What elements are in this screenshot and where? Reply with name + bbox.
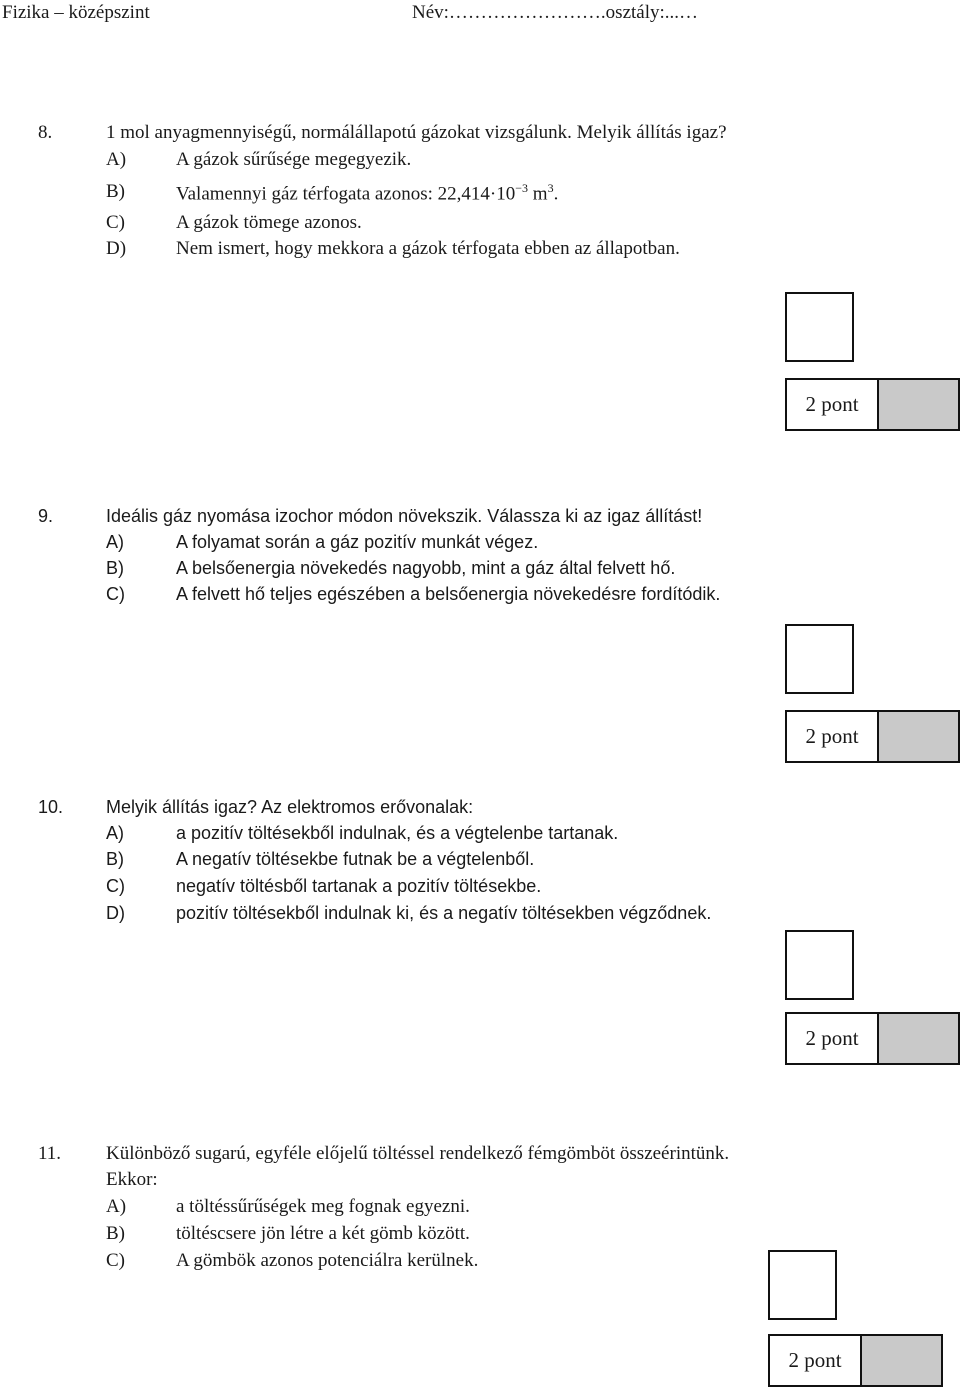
option-text: A negatív töltésekbe futnak be a végtelenből. [176, 849, 535, 869]
option-text: pozitív töltésekből indulnak ki, és a negatív töltésekben végződnek. [176, 903, 712, 923]
option-text: negatív töltésből tartanak a pozitív töltésekbe. [176, 876, 542, 896]
option-text: a pozitív töltésekből indulnak, és a végtelenbe tartanak. [176, 823, 619, 843]
score-input-cell[interactable] [879, 380, 958, 429]
score-label: 2 pont [787, 712, 879, 761]
question-text: Ideális gáz nyomása izochor módon növekszik. Válassza ki az igaz állítást! [106, 506, 703, 526]
question-number: 8. [38, 122, 53, 143]
option-letter: C) [106, 876, 125, 896]
score-label: 2 pont [787, 380, 879, 429]
option-letter: C) [106, 584, 125, 604]
option-text: a töltéssűrűségek meg fognak egyezni. [176, 1196, 470, 1217]
question-number: 11. [38, 1143, 62, 1164]
score-label: 2 pont [770, 1336, 862, 1385]
option-letter: C) [106, 212, 125, 233]
option-text: A belsőenergia növekedés nagyobb, mint a gáz által felvett hő. [176, 558, 676, 578]
question-number: 9. [38, 506, 54, 526]
question-text-continued: Ekkor: [106, 1169, 158, 1190]
option-text: A gázok tömege azonos. [176, 212, 362, 233]
option-text: A gömbök azonos potenciálra kerülnek. [176, 1250, 479, 1271]
formula-end: . [553, 183, 559, 205]
score-input-cell[interactable] [862, 1336, 941, 1385]
score-table [785, 710, 960, 763]
header-name-field: Név:…………………….osztály:...… [412, 2, 699, 23]
question-text: Különböző sugarú, egyféle előjelű töltéssel rendelkező fémgömböt összeérintünk. [106, 1143, 730, 1164]
option-text: töltéscsere jön létre a két gömb között. [176, 1223, 470, 1244]
question-number: 10. [38, 797, 64, 817]
score-input-cell[interactable] [879, 712, 958, 761]
score-label: 2 pont [787, 1014, 879, 1063]
option-letter: B) [106, 849, 124, 869]
option-letter: A) [106, 1196, 127, 1217]
answer-box[interactable] [785, 624, 854, 694]
option-letter: B) [106, 558, 124, 578]
option-letter: A) [106, 532, 124, 552]
option-text: A felvett hő teljes egészében a belsőenergia növekedésre fordítódik. [176, 584, 721, 604]
formula-exponent: −3 [515, 181, 529, 195]
option-letter: A) [106, 823, 124, 843]
score-table [768, 1334, 943, 1387]
score-input-cell[interactable] [879, 1014, 958, 1063]
option-letter: B) [106, 181, 125, 202]
formula-unit-exponent: 3 [547, 181, 554, 195]
option-letter: B) [106, 1223, 125, 1244]
option-letter: C) [106, 1250, 125, 1271]
option-text: A gázok sűrűsége megegyezik. [176, 149, 412, 170]
option-text: A folyamat során a gáz pozitív munkát végez. [176, 532, 539, 552]
option-text: Nem ismert, hogy mekkora a gázok térfogata ebben az állapotban. [176, 238, 680, 259]
answer-box[interactable] [785, 930, 854, 1000]
answer-box[interactable] [768, 1250, 837, 1320]
question-text: Melyik állítás igaz? Az elektromos erővonalak: [106, 797, 474, 817]
score-table [785, 1012, 960, 1065]
option-letter: A) [106, 149, 127, 170]
formula-unit: m [532, 183, 548, 205]
option-text-formula [176, 181, 558, 205]
answer-box[interactable] [785, 292, 854, 362]
option-letter: D) [106, 238, 127, 259]
question-text: 1 mol anyagmennyiségű, normálállapotú gázokat vizsgálunk. Melyik állítás igaz? [106, 122, 727, 143]
option-letter: D) [106, 903, 125, 923]
formula-base: Valamennyi gáz térfogata azonos: 22,414·10 [176, 183, 516, 205]
score-table [785, 378, 960, 431]
header-subject: Fizika – középszint [2, 2, 150, 23]
